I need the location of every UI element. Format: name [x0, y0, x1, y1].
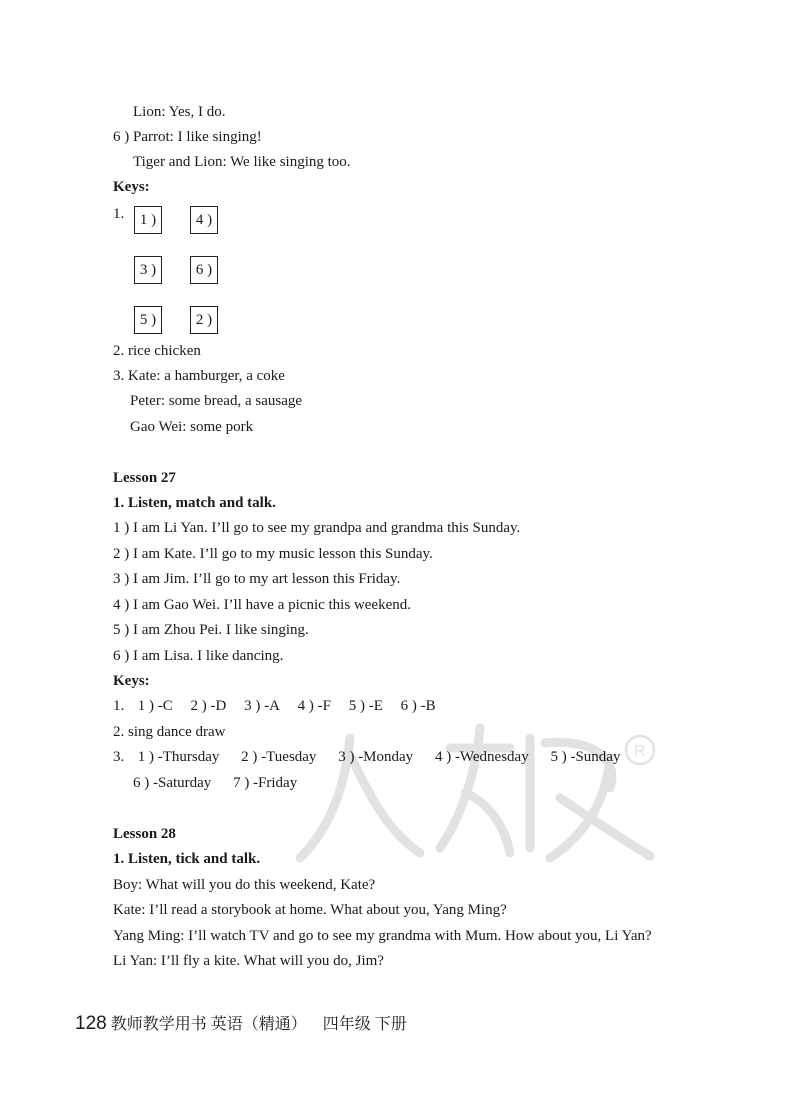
- key-item: Gao Wei: some pork: [130, 419, 254, 435]
- script-line: 3 ) I am Jim. I’ll go to my art lesson this Friday.: [113, 571, 401, 587]
- script-line: 5 ) I am Zhou Pei. I like singing.: [113, 622, 309, 638]
- keys-heading: Keys:: [113, 179, 150, 195]
- answer-box: 2 ): [190, 306, 218, 334]
- script-line: Boy: What will you do this weekend, Kate?: [113, 877, 376, 893]
- key-number: 1.: [113, 206, 125, 222]
- lesson-title: Lesson 27: [113, 470, 176, 486]
- match-answer: 2 ) -D: [190, 698, 227, 714]
- answer-box: 1 ): [134, 206, 162, 234]
- dialogue-line: 6 ) Parrot: I like singing!: [113, 129, 262, 145]
- publisher-watermark: [290, 718, 670, 868]
- script-line: 4 ) I am Gao Wei. I’ll have a picnic this weekend.: [113, 597, 411, 613]
- answer-box: 5 ): [134, 306, 162, 334]
- match-answer: 6 ) -B: [400, 698, 436, 714]
- match-answer: 1 ) -C: [137, 698, 173, 714]
- script-line: Kate: I’ll read a storybook at home. What about you, Yang Ming?: [113, 902, 507, 918]
- page-number: 128: [75, 1013, 107, 1034]
- script-line: 6 ) I am Lisa. I like dancing.: [113, 648, 284, 664]
- key-item: 2. rice chicken: [113, 343, 201, 359]
- answer-box: 4 ): [190, 206, 218, 234]
- key-item: Peter: some bread, a sausage: [130, 393, 303, 409]
- answer-box: 6 ): [190, 256, 218, 284]
- dialogue-line: Lion: Yes, I do.: [133, 104, 226, 120]
- answer-box: 3 ): [134, 256, 162, 284]
- grade-label: 四年级 下册: [322, 1016, 407, 1033]
- key-number: 3.: [113, 749, 125, 765]
- key-item: [133, 774, 297, 792]
- script-line: 1 ) I am Li Yan. I’ll go to see my grandpa and grandma this Sunday.: [113, 520, 521, 536]
- dialogue-line: Tiger and Lion: We like singing too.: [133, 154, 351, 170]
- match-answer: 5 ) -E: [348, 698, 383, 714]
- keys-heading: Keys:: [113, 673, 150, 689]
- book-title: 教师教学用书 英语（精通）: [110, 1016, 307, 1033]
- task-heading: 1. Listen, tick and talk.: [113, 851, 261, 867]
- svg-text:R: R: [634, 743, 646, 760]
- script-line: Li Yan: I’ll fly a kite. What will you do, Jim?: [113, 953, 384, 969]
- day-answer: 4 ) -Wednesday: [434, 749, 529, 765]
- day-answer: 1 ) -Thursday: [137, 749, 220, 765]
- script-line: 2 ) I am Kate. I’ll go to my music lesson this Sunday.: [113, 546, 433, 562]
- task-heading: 1. Listen, match and talk.: [113, 495, 276, 511]
- day-answer: 5 ) -Sunday: [550, 749, 621, 765]
- script-line: Yang Ming: I’ll watch TV and go to see my grandma with Mum. How about you, Li Yan?: [113, 928, 652, 944]
- day-answer: 7 ) -Friday: [233, 775, 298, 791]
- key-number: 1.: [113, 698, 125, 714]
- lesson-title: Lesson 28: [113, 826, 176, 842]
- match-answer: 3 ) -A: [244, 698, 280, 714]
- day-answer: 6 ) -Saturday: [133, 775, 212, 791]
- day-answer: 3 ) -Monday: [338, 749, 414, 765]
- match-answer: 4 ) -F: [297, 698, 331, 714]
- day-answer: 2 ) -Tuesday: [241, 749, 317, 765]
- key-item: 3. Kate: a hamburger, a coke: [113, 368, 285, 384]
- page-footer: [75, 1014, 407, 1035]
- key-item: 2. sing dance draw: [113, 724, 226, 740]
- key-item: [113, 697, 436, 715]
